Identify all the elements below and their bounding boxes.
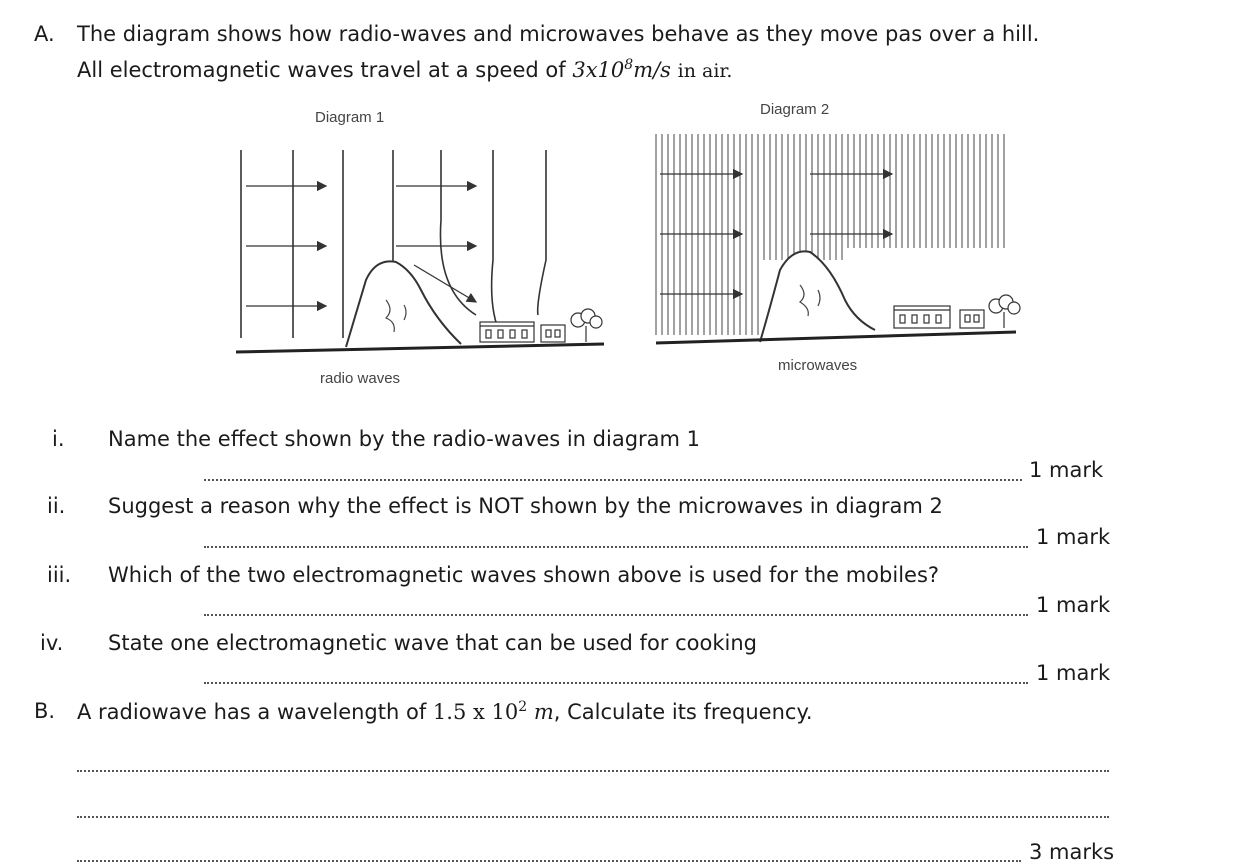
question-i-text: Name the effect shown by the radio-waves in diagram 1 [108,427,701,451]
question-iv-text: State one electromagnetic wave that can be used for cooking [108,631,757,655]
diagram2-microwaves [650,130,1030,350]
answer-line-ii[interactable] [204,546,1028,548]
wavelength-unit: m [533,700,554,724]
speed-base: 3x10 [572,58,625,82]
part-a-line1: The diagram shows how radio-waves and microwaves behave as they move pas over a hill. [77,22,1040,46]
wavelength-value [433,700,554,724]
answer-line-i[interactable] [204,479,1022,481]
speed-value [572,58,671,82]
diagram2-caption: microwaves [778,357,858,374]
speed-exponent: 8 [624,57,634,73]
part-b-marks: 3 marks [1029,840,1115,864]
part-a-label: A. [34,22,55,46]
part-b-text-end: , Calculate its frequency. [553,700,813,724]
speed-text: All electromagnetic waves travel at a speed of [77,58,566,82]
question-ii-text: Suggest a reason why the effect is NOT shown by the microwaves in diagram 2 [108,494,943,518]
wavelength-exponent: 2 [518,699,528,715]
part-b-text-start: A radiowave has a wavelength of [77,700,427,724]
hill-shape-2 [760,251,875,342]
question-iii-number: iii. [47,563,72,587]
answer-line-iii[interactable] [204,614,1028,616]
diagram2-title: Diagram 2 [760,101,830,118]
hill-shape [346,261,461,347]
houses-diagram2 [894,295,1020,328]
part-b-label: B. [34,699,56,723]
wavelength-mantissa: 1.5 x 10 [432,700,519,724]
diagram1-caption: radio waves [320,370,401,387]
answer-line-iv[interactable] [204,682,1028,684]
part-b-question [77,699,813,724]
question-iii-text: Which of the two electromagnetic waves shown above is used for the mobiles? [108,563,940,587]
speed-unit: m/s [633,58,671,82]
working-line-3[interactable] [77,860,1021,862]
part-a-line2 [77,57,732,82]
question-ii-number: ii. [47,494,66,518]
speed-end: in air. [677,60,733,82]
question-i-marks: 1 mark [1029,458,1104,482]
question-iii-marks: 1 mark [1036,593,1111,617]
working-line-1[interactable] [77,770,1109,772]
question-i-number: i. [52,427,65,451]
question-iv-marks: 1 mark [1036,661,1111,685]
ground-line-1 [236,344,604,352]
diagram1-title: Diagram 1 [315,109,385,126]
diagram1-radio-waves [236,140,616,360]
working-line-2[interactable] [77,816,1109,818]
question-iv-number: iv. [40,631,64,655]
houses-diagram1 [480,309,602,342]
question-ii-marks: 1 mark [1036,525,1111,549]
